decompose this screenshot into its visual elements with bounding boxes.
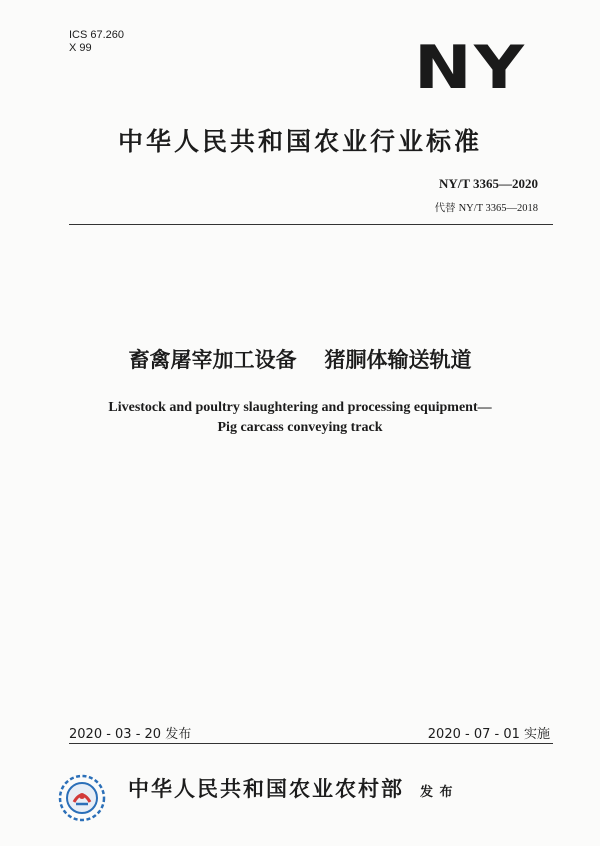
ministry-emblem-icon (58, 774, 106, 822)
chinese-title-part2: 猪胴体输送轨道 (324, 348, 472, 372)
replaces-standard (432, 200, 538, 215)
standard-code (436, 176, 538, 192)
standard-code-number: 3365—2020 (473, 176, 538, 191)
ministry-name: 中华人民共和国农业农村部 (128, 777, 404, 801)
replaces-prefix: 代替 (434, 203, 456, 214)
ccs-code: X 99 (69, 42, 92, 54)
english-title-line2: Pig carcass conveying track (217, 420, 383, 435)
chinese-title-part1: 畜禽屠宰加工设备 (128, 348, 297, 372)
ics-code: ICS 67.260 (69, 29, 125, 41)
standard-code-prefix: NY/T (438, 176, 470, 191)
chinese-title (0, 344, 600, 374)
replaces-number: NY/T 3365—2018 (458, 203, 538, 214)
standard-type-title: 中华人民共和国农业行业标准 (117, 127, 482, 156)
issuing-ministry (128, 773, 454, 803)
footer-divider (69, 743, 553, 744)
english-title-line1: Livestock and poultry slaughtering and processing equipment— (108, 400, 492, 415)
header-divider (69, 224, 553, 225)
ny-logo: NY (414, 33, 527, 103)
english-title (0, 398, 600, 438)
publish-label: 发 布 (420, 785, 454, 800)
issue-date: 2020 - 03 - 20 发布 (69, 727, 192, 742)
implementation-date: 2020 - 07 - 01 实施 (427, 727, 550, 742)
ics-classification (69, 29, 124, 55)
